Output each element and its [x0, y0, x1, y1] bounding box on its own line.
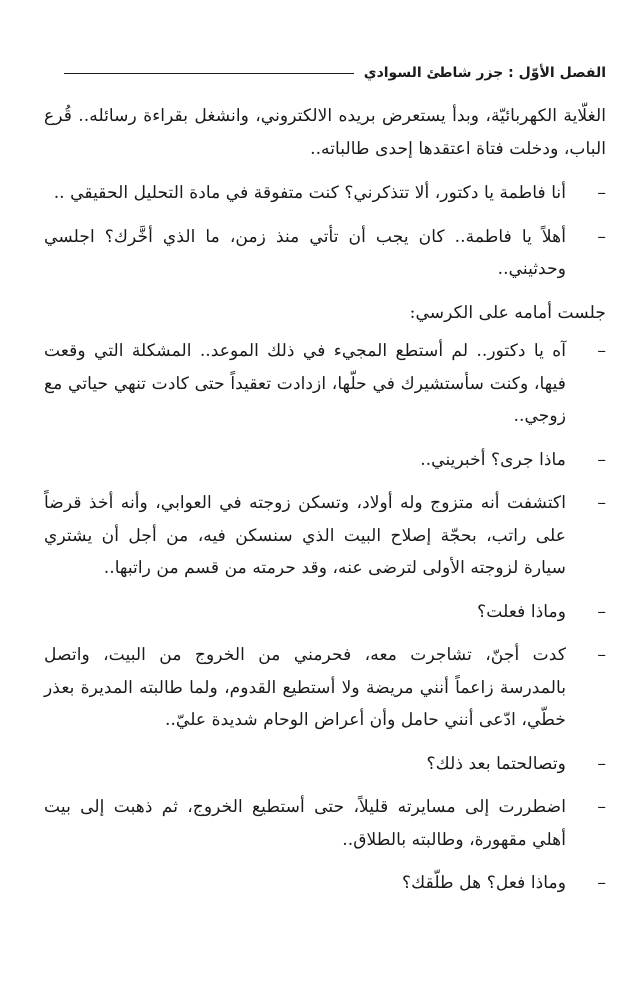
dialogue-line [44, 177, 606, 210]
dialogue-text: كدت أجنّ، تشاجرت معه، فحرمني من الخروج من البيت، واتصل بالمدرسة زاعماً أنني مريضة ولا أستطيع القدوم، ولما طالبته المديرة بعذر خطّي، ادّعى أنني حامل وأن أعراض الوحام شديدة عليّ.. [44, 645, 566, 730]
dialogue-line [44, 335, 606, 433]
dialogue-dash: – [597, 341, 606, 361]
dialogue-text: اكتشفت أنه متزوج وله أولاد، وتسكن زوجته في العوابي، وأنه أخذ قرضاً على راتب، بحجّة إصلاح البيت الذي سنسكن فيه، من أجل أن يشتري سيارة لزوجته الأولى لترضى عنه، وقد حرمته من قسم من راتبها.. [44, 493, 566, 578]
dialogue-line [44, 444, 606, 477]
narration-paragraph: جلست أمامه على الكرسي: [409, 302, 606, 323]
running-title: الفصل الأوّل : جزر شاطئ السوادي [363, 65, 606, 81]
dialogue-line [44, 487, 606, 585]
dialogue-text: أهلاً يا فاطمة.. كان يجب أن تأتي منذ زمن، ما الذي أخَّرك؟ اجلسي وحدثيني.. [44, 226, 566, 279]
dialogue-line [44, 867, 606, 900]
dialogue-dash: – [597, 493, 606, 513]
dialogue-text: وماذا فعل؟ هل طلّقك؟ [402, 873, 566, 893]
dialogue-dash: – [597, 873, 606, 893]
body-text [44, 100, 606, 911]
dialogue-dash: – [597, 449, 606, 470]
dialogue-dash: – [597, 183, 606, 203]
running-header [64, 62, 606, 84]
dialogue-text: آه يا دكتور.. لم أستطع المجيء في ذلك الموعد.. المشكلة التي وقعت فيها، وكنت سأستشيرك في حلّها، ازدادت تعقيداً حتى كادت تنهي حياتي مع زوجي.. [44, 341, 566, 426]
dialogue-dash: – [597, 645, 606, 665]
intro-paragraph: الغلّاية الكهربائيّة، وبدأ يستعرض بريده الالكتروني، وانشغل بقراءة رسائله.. قُرع الباب، ودخلت فتاة اعتقدها إحدى طالباته.. [44, 106, 606, 159]
dialogue-dash: – [597, 601, 606, 622]
header-rule [64, 73, 354, 74]
dialogue-text: اضطررت إلى مسايرته قليلاً، حتى أستطيع الخروج، ثم ذهبت إلى بيت أهلي مقهورة، وطالبته بالطلاق.. [44, 797, 566, 850]
dialogue-line [44, 791, 606, 856]
dialogue-line [44, 748, 606, 781]
dialogue-dash: – [597, 753, 606, 774]
dialogue-text: وماذا فعلت؟ [477, 601, 566, 622]
dialogue-line [44, 221, 606, 286]
dialogue-dash: – [597, 226, 606, 247]
dialogue-line [44, 639, 606, 737]
dialogue-text: ماذا جرى؟ أخبريني.. [420, 449, 566, 470]
dialogue-line [44, 596, 606, 629]
dialogue-text: وتصالحتما بعد ذلك؟ [426, 753, 566, 774]
dialogue-text: أنا فاطمة يا دكتور، ألا تتذكرني؟ كنت متفوقة في مادة التحليل الحقيقي .. [53, 183, 566, 203]
dialogue-dash: – [597, 797, 606, 817]
